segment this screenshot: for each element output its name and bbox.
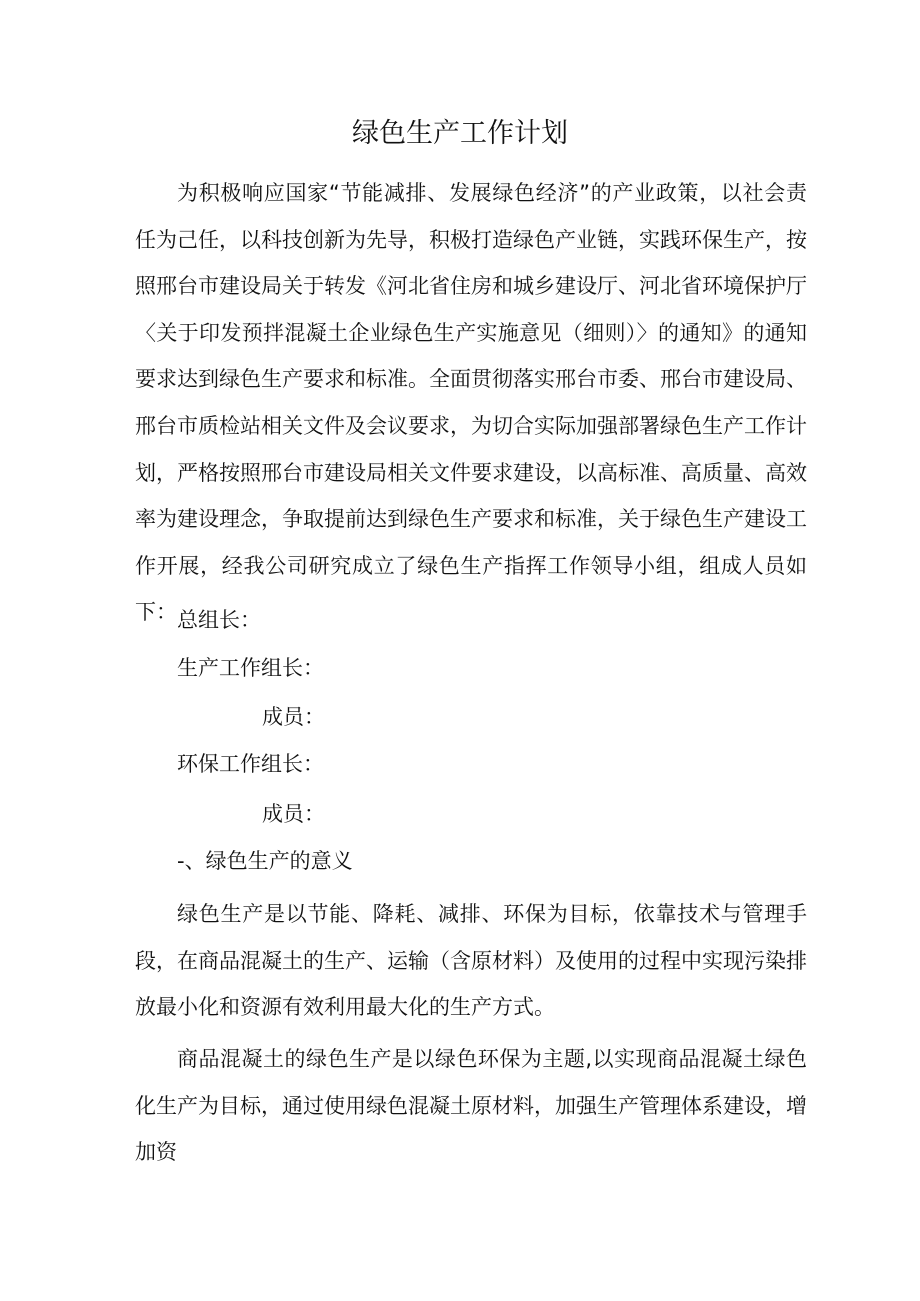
section-heading: -、绿色生产的意义 xyxy=(177,849,353,873)
production-members-label: 成员： xyxy=(262,705,325,729)
environment-members-label: 成员： xyxy=(262,802,325,826)
section-paragraph-2: 商品混凝土的绿色生产是以绿色环保为主题,以实现商品混凝土绿色化生产为目标，通过使用绿色混凝土原材料，加强生产管理体系建设，增加资 xyxy=(135,1047,807,1165)
environment-leader-label: 环保工作组长： xyxy=(177,752,324,776)
document-title: 绿色生产工作计划 xyxy=(352,118,568,149)
production-leader-label: 生产工作组长： xyxy=(177,656,324,680)
intro-paragraph: 为积极响应国家“节能减排、发展绿色经济”的产业政策，以社会责任为己任，以科技创新为先导，积极打造绿色产业链，实践环保生产，按照邢台市建设局关于转发《河北省住房和城乡建设厅、河北省环境保护厅〈关于印发预拌混凝土企业绿色生产实施意见（细则）〉的通知》的通知要求达到绿色生产要求和标准。全面贯彻落实邢台市委、邢台市建设局、邢台市质检站相关文件及会议要求，为切合实际加强部署绿色生产工作计划，严格按照邢台市建设局相关文件要求建设，以高标准、高质量、高效率为建设理念，争取提前达到绿色生产要求和标准，关于绿色生产建设工作开展，经我公司研究成立了绿色生产指挥工作领导小组，组成人员如下： xyxy=(135,181,807,625)
leader-label: 总组长： xyxy=(177,608,261,632)
section-paragraph-1: 绿色生产是以节能、降耗、减排、环保为目标，依靠技术与管理手段，在商品混凝土的生产、运输（含原材料）及使用的过程中实现污染排放最小化和资源有效利用最大化的生产方式。 xyxy=(135,902,807,1020)
